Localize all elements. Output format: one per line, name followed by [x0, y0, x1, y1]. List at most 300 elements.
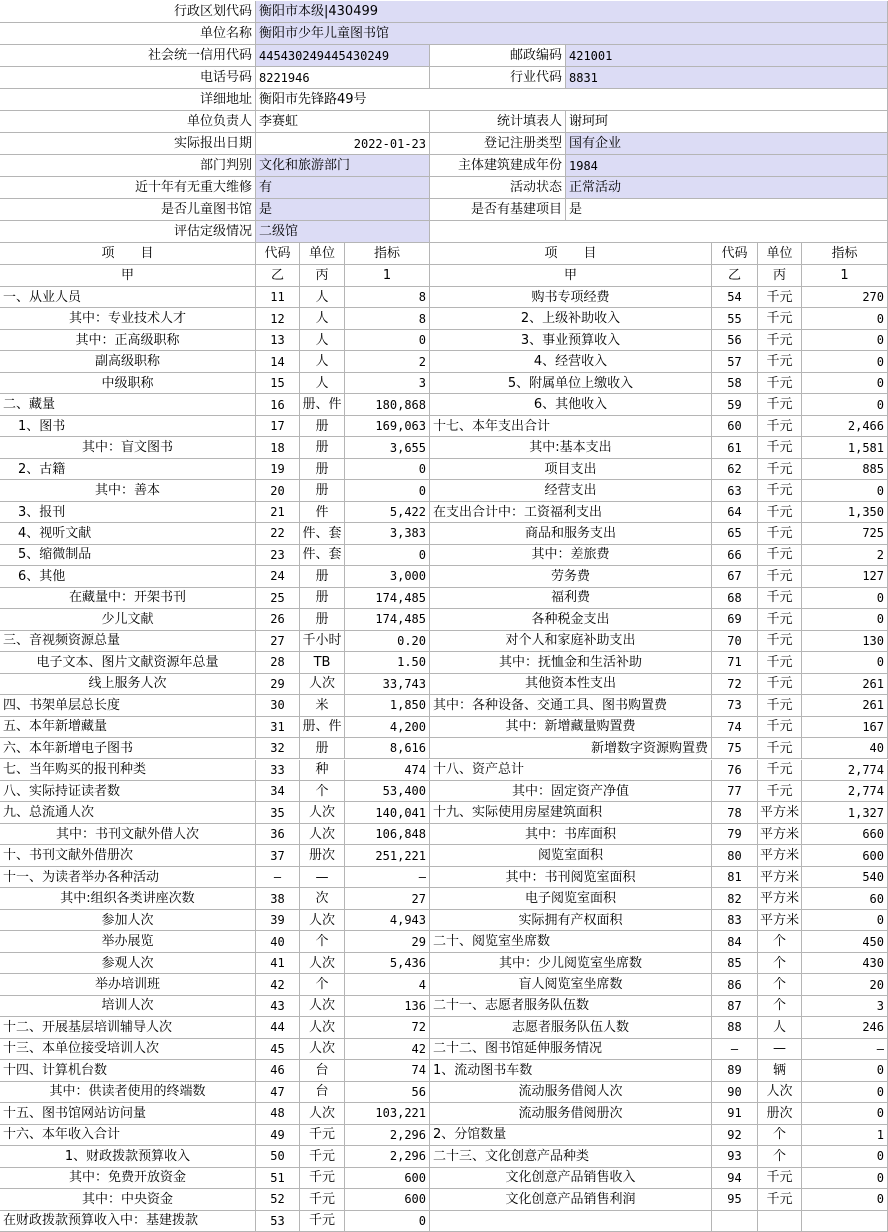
item-code: 85: [712, 953, 758, 974]
field-value: 衡阳市先锋路49号: [256, 89, 888, 111]
item-value: 33,743: [345, 674, 430, 695]
item-unit: 人次: [300, 824, 345, 845]
field-value: 是: [256, 199, 430, 221]
item-value: 2,774: [802, 781, 888, 802]
item-code: 41: [256, 953, 300, 974]
item-code: 17: [256, 416, 300, 437]
item-code: 74: [712, 717, 758, 738]
item-code: 68: [712, 588, 758, 609]
item-unit: 册: [300, 480, 345, 501]
field-label: 邮政编码: [430, 45, 566, 67]
item-unit: 千元: [758, 394, 802, 415]
item-code: 64: [712, 502, 758, 523]
item-label: 六、本年新增电子图书: [0, 738, 256, 759]
item-unit: 千元: [758, 781, 802, 802]
item-value: 42: [345, 1039, 430, 1060]
item-value: 270: [802, 287, 888, 308]
item-value: 0: [802, 1103, 888, 1124]
item-unit: 册: [300, 566, 345, 587]
item-value: 40: [802, 738, 888, 759]
item-unit: 千元: [758, 717, 802, 738]
item-label: 文化创意产品销售收入: [430, 1168, 712, 1189]
item-unit: 千元: [300, 1189, 345, 1210]
item-code: 61: [712, 437, 758, 458]
field-value: 8221946: [256, 67, 430, 89]
item-unit: [758, 1211, 802, 1232]
item-code: 73: [712, 695, 758, 716]
item-label: 三、音视频资源总量: [0, 631, 256, 652]
item-code: 94: [712, 1168, 758, 1189]
item-label: 志愿者服务队伍人数: [430, 1017, 712, 1038]
item-code: 84: [712, 931, 758, 952]
item-value: 0: [802, 373, 888, 394]
item-label: 其中：盲文图书: [0, 437, 256, 458]
item-label: 5、附属单位上缴收入: [430, 373, 712, 394]
item-label: 5、缩微制品: [0, 545, 256, 566]
item-unit: 千元: [758, 674, 802, 695]
item-unit: 千元: [758, 545, 802, 566]
item-value: 0: [802, 1060, 888, 1081]
item-unit: 千元: [300, 1146, 345, 1167]
item-code: 24: [256, 566, 300, 587]
item-label: 培训人次: [0, 996, 256, 1017]
item-value: 0: [345, 545, 430, 566]
item-code: 19: [256, 459, 300, 480]
item-label: 新增数字资源购置费: [430, 738, 712, 759]
item-label: 文化创意产品销售利润: [430, 1189, 712, 1210]
item-value: 3,000: [345, 566, 430, 587]
column-header: 乙: [712, 265, 758, 287]
item-unit: 平方米: [758, 867, 802, 888]
item-unit: 台: [300, 1082, 345, 1103]
item-code: 79: [712, 824, 758, 845]
item-code: 12: [256, 308, 300, 329]
item-code: 40: [256, 931, 300, 952]
item-code: 70: [712, 631, 758, 652]
item-label: 其中：善本: [0, 480, 256, 501]
item-label: 其中：正高级职称: [0, 330, 256, 351]
field-label: 评估定级情况: [0, 221, 256, 243]
item-label: 1、财政拨款预算收入: [0, 1146, 256, 1167]
item-unit: 人次: [300, 953, 345, 974]
item-label: 6、其他收入: [430, 394, 712, 415]
item-label: 其中：新增藏量购置费: [430, 717, 712, 738]
item-label: 4、经营收入: [430, 351, 712, 372]
item-unit: 人次: [300, 996, 345, 1017]
field-label: 统计填表人: [430, 111, 566, 133]
field-value: 谢珂珂: [566, 111, 888, 133]
item-label: 购书专项经费: [430, 287, 712, 308]
item-code: 44: [256, 1017, 300, 1038]
item-value: 660: [802, 824, 888, 845]
item-code: 76: [712, 760, 758, 781]
item-label: 其中：书库面积: [430, 824, 712, 845]
item-code: 65: [712, 523, 758, 544]
item-label: 其中：供读者使用的终端数: [0, 1082, 256, 1103]
item-value: 2: [802, 545, 888, 566]
item-unit: —: [758, 1039, 802, 1060]
column-header: 指标: [802, 243, 888, 265]
column-header: 1: [345, 265, 430, 287]
field-label: 行业代码: [430, 67, 566, 89]
item-value: 3: [802, 996, 888, 1017]
item-unit: 个: [758, 996, 802, 1017]
item-code: 20: [256, 480, 300, 501]
item-code: 90: [712, 1082, 758, 1103]
item-unit: 件: [300, 502, 345, 523]
item-unit: 米: [300, 695, 345, 716]
item-unit: 平方米: [758, 910, 802, 931]
item-value: 174,485: [345, 609, 430, 630]
item-value: 174,485: [345, 588, 430, 609]
item-unit: 册: [300, 738, 345, 759]
item-label: 其中：专业技术人才: [0, 308, 256, 329]
field-value: 国有企业: [566, 133, 888, 155]
item-unit: 人次: [758, 1082, 802, 1103]
item-code: 39: [256, 910, 300, 931]
item-label: 在藏量中：开架书刊: [0, 588, 256, 609]
item-value: 246: [802, 1017, 888, 1038]
item-value: 885: [802, 459, 888, 480]
item-label: 十三、本单位接受培训人次: [0, 1039, 256, 1060]
item-unit: 人次: [300, 1039, 345, 1060]
column-header: 单位: [300, 243, 345, 265]
field-label: 电话号码: [0, 67, 256, 89]
item-unit: 千元: [758, 631, 802, 652]
item-label: 6、其他: [0, 566, 256, 587]
item-unit: —: [300, 867, 345, 888]
item-value: 0.20: [345, 631, 430, 652]
item-value: 4,943: [345, 910, 430, 931]
item-label: 项目支出: [430, 459, 712, 480]
field-label: 活动状态: [430, 177, 566, 199]
field-value: 李赛虹: [256, 111, 430, 133]
item-label: 十二、开展基层培训辅导人次: [0, 1017, 256, 1038]
item-label: 十五、图书馆网站访问量: [0, 1103, 256, 1124]
item-value: 20: [802, 974, 888, 995]
item-unit: 千元: [758, 330, 802, 351]
field-label: 登记注册类型: [430, 133, 566, 155]
item-unit: 个: [758, 953, 802, 974]
item-unit: 千元: [758, 1168, 802, 1189]
item-value: 169,063: [345, 416, 430, 437]
item-label: 各种税金支出: [430, 609, 712, 630]
item-value: 60: [802, 888, 888, 909]
item-value: 540: [802, 867, 888, 888]
item-value: 103,221: [345, 1103, 430, 1124]
item-value: [802, 1211, 888, 1232]
item-value: —: [802, 1039, 888, 1060]
item-value: 1,327: [802, 802, 888, 823]
item-code: 81: [712, 867, 758, 888]
item-label: 盲人阅览室坐席数: [430, 974, 712, 995]
item-code: 72: [712, 674, 758, 695]
item-value: 600: [802, 845, 888, 866]
item-code: 49: [256, 1125, 300, 1146]
item-label: 十八、资产总计: [430, 760, 712, 781]
item-unit: 千元: [758, 1189, 802, 1210]
field-value: 是: [566, 199, 888, 221]
item-code: 93: [712, 1146, 758, 1167]
item-unit: 个: [758, 1146, 802, 1167]
item-label: 其中：固定资产净值: [430, 781, 712, 802]
item-unit: 册、件: [300, 394, 345, 415]
item-value: 0: [802, 394, 888, 415]
item-code: 91: [712, 1103, 758, 1124]
item-label: 七、当年购买的报刊种类: [0, 760, 256, 781]
column-header: 甲: [0, 265, 256, 287]
item-code: 83: [712, 910, 758, 931]
item-code: 59: [712, 394, 758, 415]
item-label: 九、总流通人次: [0, 802, 256, 823]
item-value: 725: [802, 523, 888, 544]
item-code: 88: [712, 1017, 758, 1038]
item-unit: 千小时: [300, 631, 345, 652]
item-code: 42: [256, 974, 300, 995]
item-unit: 个: [758, 1125, 802, 1146]
item-value: 0: [345, 330, 430, 351]
item-label: 二十二、图书馆延伸服务情况: [430, 1039, 712, 1060]
item-code: 28: [256, 652, 300, 673]
item-label: 1、流动图书车数: [430, 1060, 712, 1081]
item-value: 2,466: [802, 416, 888, 437]
item-label: 2、古籍: [0, 459, 256, 480]
field-value: 2022-01-23: [256, 133, 430, 155]
item-value: 2,774: [802, 760, 888, 781]
item-value: 0: [802, 1082, 888, 1103]
item-label: 二十、阅览室坐席数: [430, 931, 712, 952]
item-unit: 册次: [300, 845, 345, 866]
item-code: —: [712, 1039, 758, 1060]
item-code: 71: [712, 652, 758, 673]
item-unit: 平方米: [758, 845, 802, 866]
item-code: 77: [712, 781, 758, 802]
item-value: 8: [345, 287, 430, 308]
item-label: 其中:组织各类讲座次数: [0, 888, 256, 909]
item-value: 27: [345, 888, 430, 909]
item-label: 其中：免费开放资金: [0, 1168, 256, 1189]
item-unit: 千元: [758, 738, 802, 759]
item-unit: 千元: [300, 1211, 345, 1232]
item-label: 2、上级补助收入: [430, 308, 712, 329]
item-unit: 千元: [758, 373, 802, 394]
item-value: 140,041: [345, 802, 430, 823]
item-code: 89: [712, 1060, 758, 1081]
item-label: 举办展览: [0, 931, 256, 952]
item-label: 流动服务借阅人次: [430, 1082, 712, 1103]
item-label: 四、书架单层总长度: [0, 695, 256, 716]
item-code: 63: [712, 480, 758, 501]
field-value: 1984: [566, 155, 888, 177]
item-label: 其中：书刊文献外借人次: [0, 824, 256, 845]
item-value: 430: [802, 953, 888, 974]
item-code: 27: [256, 631, 300, 652]
item-unit: TB: [300, 652, 345, 673]
item-code: 34: [256, 781, 300, 802]
item-value: 261: [802, 674, 888, 695]
item-label: 其他资本性支出: [430, 674, 712, 695]
item-label: 少儿文献: [0, 609, 256, 630]
item-value: 600: [345, 1168, 430, 1189]
item-value: 1.50: [345, 652, 430, 673]
column-header: 代码: [712, 243, 758, 265]
item-unit: 册: [300, 459, 345, 480]
item-unit: 个: [300, 931, 345, 952]
item-unit: 人次: [300, 674, 345, 695]
item-code: 56: [712, 330, 758, 351]
item-unit: 人: [758, 1017, 802, 1038]
item-label: 其中：书刊阅览室面积: [430, 867, 712, 888]
item-label: 商品和服务支出: [430, 523, 712, 544]
item-unit: 辆: [758, 1060, 802, 1081]
item-unit: 人次: [300, 1103, 345, 1124]
item-value: 4,200: [345, 717, 430, 738]
item-value: 3: [345, 373, 430, 394]
item-label: 电子文本、图片文献资源年总量: [0, 652, 256, 673]
item-unit: 个: [300, 781, 345, 802]
item-unit: 件、套: [300, 523, 345, 544]
field-label: 主体建筑建成年份: [430, 155, 566, 177]
item-code: 38: [256, 888, 300, 909]
item-value: 1,350: [802, 502, 888, 523]
item-value: 1,581: [802, 437, 888, 458]
column-header: 项 目: [430, 243, 712, 265]
item-value: 0: [802, 588, 888, 609]
item-value: 106,848: [345, 824, 430, 845]
item-code: 29: [256, 674, 300, 695]
item-label: 十六、本年收入合计: [0, 1125, 256, 1146]
item-code: 30: [256, 695, 300, 716]
item-label: 在财政拨款预算收入中：基建拨款: [0, 1211, 256, 1232]
item-unit: 千元: [758, 652, 802, 673]
item-label: 十一、为读者举办各种活动: [0, 867, 256, 888]
item-value: 4: [345, 974, 430, 995]
field-value: 8831: [566, 67, 888, 89]
item-label: 参观人次: [0, 953, 256, 974]
item-code: 15: [256, 373, 300, 394]
item-code: 14: [256, 351, 300, 372]
item-value: 2,296: [345, 1146, 430, 1167]
item-code: 92: [712, 1125, 758, 1146]
item-label: 3、事业预算收入: [430, 330, 712, 351]
column-header: 丙: [300, 265, 345, 287]
item-code: 69: [712, 609, 758, 630]
item-unit: 千元: [758, 308, 802, 329]
item-code: 25: [256, 588, 300, 609]
item-value: 8: [345, 308, 430, 329]
item-value: 0: [802, 330, 888, 351]
item-value: 474: [345, 760, 430, 781]
item-label: 参加人次: [0, 910, 256, 931]
field-label: 单位负责人: [0, 111, 256, 133]
item-code: 16: [256, 394, 300, 415]
column-header: 指标: [345, 243, 430, 265]
item-unit: 平方米: [758, 802, 802, 823]
item-unit: 人次: [300, 802, 345, 823]
item-code: 47: [256, 1082, 300, 1103]
item-code: 86: [712, 974, 758, 995]
item-code: 54: [712, 287, 758, 308]
item-unit: 个: [300, 974, 345, 995]
item-label: 十四、计算机台数: [0, 1060, 256, 1081]
field-label: 社会统一信用代码: [0, 45, 256, 67]
item-code: 62: [712, 459, 758, 480]
item-label: 电子阅览室面积: [430, 888, 712, 909]
item-unit: 千元: [758, 588, 802, 609]
item-code: 60: [712, 416, 758, 437]
item-code: 18: [256, 437, 300, 458]
item-unit: 平方米: [758, 888, 802, 909]
item-unit: 千元: [758, 351, 802, 372]
item-code: 21: [256, 502, 300, 523]
field-label: 实际报出日期: [0, 133, 256, 155]
item-label: 2、分馆数量: [430, 1125, 712, 1146]
item-unit: 千元: [758, 416, 802, 437]
item-label: 五、本年新增藏量: [0, 717, 256, 738]
item-unit: 人: [300, 308, 345, 329]
item-value: 0: [802, 1189, 888, 1210]
item-value: 8,616: [345, 738, 430, 759]
item-label: 实际拥有产权面积: [430, 910, 712, 931]
item-label: 十、书刊文献外借册次: [0, 845, 256, 866]
column-header: 单位: [758, 243, 802, 265]
item-label: 其中：少儿阅览室坐席数: [430, 953, 712, 974]
item-unit: 千元: [758, 437, 802, 458]
item-code: 51: [256, 1168, 300, 1189]
item-code: 80: [712, 845, 758, 866]
item-value: 130: [802, 631, 888, 652]
item-unit: 人: [300, 287, 345, 308]
item-unit: 册、件: [300, 717, 345, 738]
item-value: 0: [802, 609, 888, 630]
item-code: 23: [256, 545, 300, 566]
item-label: 4、视听文献: [0, 523, 256, 544]
item-code: 31: [256, 717, 300, 738]
item-code: 58: [712, 373, 758, 394]
field-value: 二级馆: [256, 221, 430, 243]
item-label: 十七、本年支出合计: [430, 416, 712, 437]
item-unit: 平方米: [758, 824, 802, 845]
item-value: 600: [345, 1189, 430, 1210]
item-unit: 千元: [758, 523, 802, 544]
item-unit: 册: [300, 588, 345, 609]
item-value: 0: [802, 308, 888, 329]
item-label: 其中:基本支出: [430, 437, 712, 458]
item-unit: 千元: [758, 480, 802, 501]
field-value: 445430249445430249: [256, 45, 430, 67]
item-code: 11: [256, 287, 300, 308]
item-unit: 人: [300, 373, 345, 394]
field-label: 部门判别: [0, 155, 256, 177]
item-label: 1、图书: [0, 416, 256, 437]
item-unit: 册: [300, 416, 345, 437]
item-value: 0: [802, 1168, 888, 1189]
item-value: 5,422: [345, 502, 430, 523]
item-label: 3、报刊: [0, 502, 256, 523]
item-value: 0: [802, 351, 888, 372]
item-code: 45: [256, 1039, 300, 1060]
item-code: 37: [256, 845, 300, 866]
item-unit: 千元: [300, 1168, 345, 1189]
item-code: 32: [256, 738, 300, 759]
item-label: 十九、实际使用房屋建筑面积: [430, 802, 712, 823]
item-label: 一、从业人员: [0, 287, 256, 308]
item-unit: 台: [300, 1060, 345, 1081]
column-header: 代码: [256, 243, 300, 265]
item-code: 75: [712, 738, 758, 759]
item-value: 1,850: [345, 695, 430, 716]
item-unit: 千元: [758, 459, 802, 480]
